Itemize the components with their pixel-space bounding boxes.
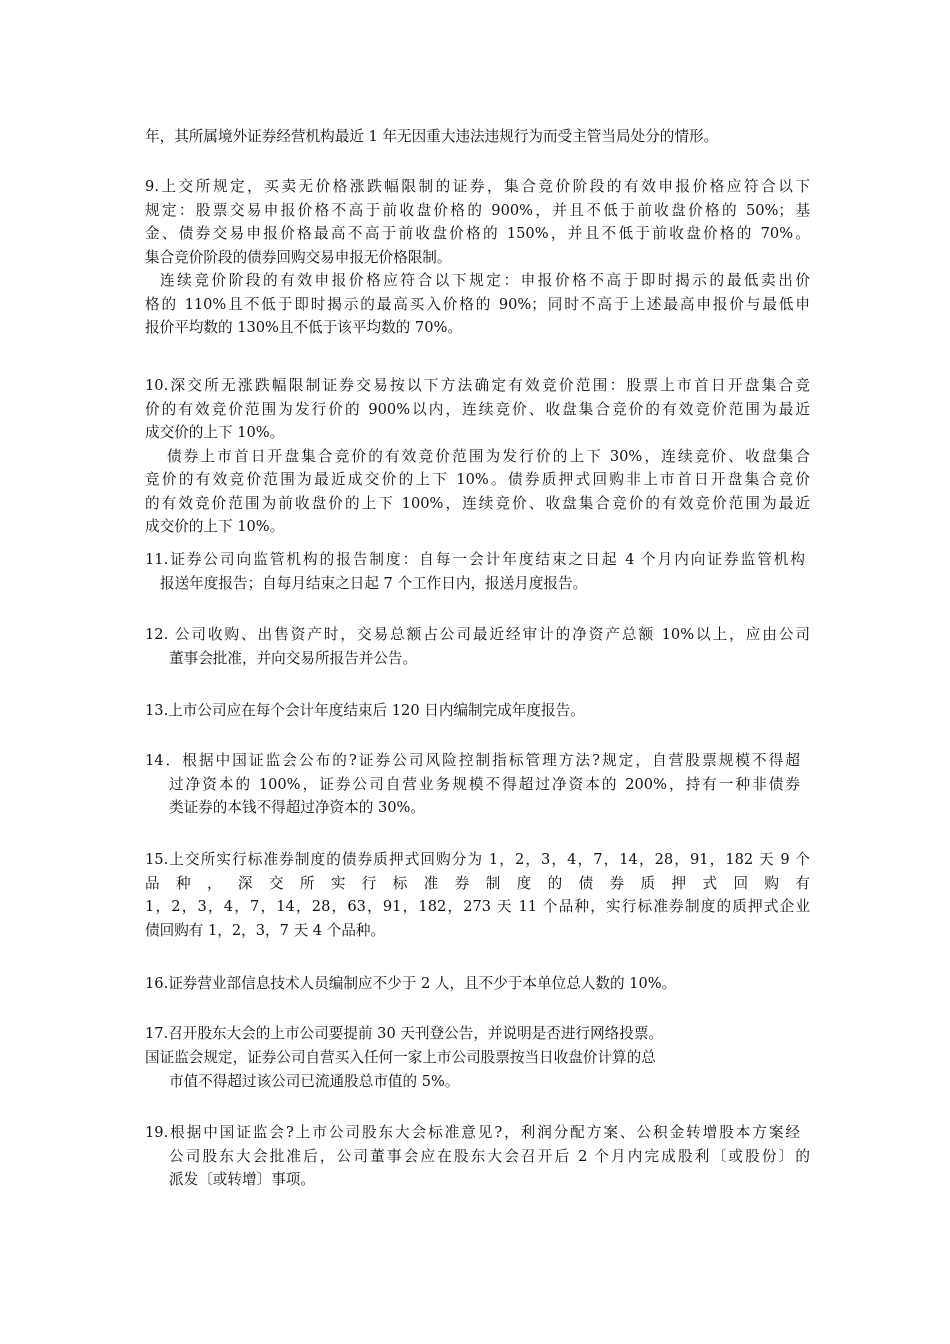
text-line: 债回购有 1，2，3，7 天 4 个品种。	[145, 921, 386, 939]
text-line: 1，2，3，4，7，14，28，63，91，182，273 天 11 个品种，实行标准券制度的质押式企业	[145, 898, 810, 915]
text-line: 成交价的上下 10%。	[145, 424, 285, 441]
text-line: 价的有效竞价范围为发行价的 900%以内，连续竞价、收盘集合竞价的有效竞价范围为最近	[145, 400, 810, 418]
paragraph-continuation	[145, 125, 810, 149]
text-line: 规定：股票交易申报价格不高于前收盘价格的 900%，并且不低于前收盘价格的 50%；基	[145, 201, 810, 219]
paragraph-item-14	[145, 749, 810, 820]
paragraph-item-15	[145, 848, 810, 942]
text-line: 公司股东大会批准后，公司董事会应在股东大会召开后 2 个月内完成股利〔或股份〕的	[169, 1147, 810, 1165]
text-line: 类证券的本钱不得超过净资本的 30%。	[169, 799, 425, 816]
text-line: 董事会批准，并向交易所报告并公告。	[169, 649, 418, 667]
text-line: 连续竞价阶段的有效申报价格应符合以下规定：申报价格不高于即时揭示的最低卖出价	[160, 272, 810, 289]
text-line: 金、债券交易申报价格最高不高于前收盘价格的 150%，并且不低于前收盘价格的 70%。	[145, 225, 810, 242]
text-line: 报价平均数的 130%且不低于该平均数的 70%。	[145, 319, 462, 336]
paragraph-item-10	[145, 374, 810, 539]
text-line: 派发〔或转增〕事项。	[169, 1171, 315, 1188]
text-line: 报送年度报告；自每月结束之日起 7 个工作日内，报送月度报告。	[160, 574, 588, 592]
text-line: 过净资本的 100%，证券公司自营业务规模不得超过净资本的 200%，持有一种非债券	[169, 775, 800, 793]
text-line: 的有效竞价范围为前收盘价的上下 100%，连续竞价、收盘集合竞价的有效竞价范围为最近	[145, 494, 810, 512]
text-line: 19.根据中国证监会?上市公司股东大会标准意见?，利润分配方案、公积金转增股本方案经	[145, 1124, 800, 1141]
paragraph-item-13	[145, 699, 810, 723]
paragraph-item-12	[145, 623, 810, 670]
text-line: 成交价的上下 10%。	[145, 518, 285, 535]
text-line: 11.证券公司向监管机构的报告制度：自每一会计年度结束之日起 4 个月内向证券监管机构	[145, 551, 805, 568]
text-line: 16.证券营业部信息技术人员编制应不少于 2 人，且不少于本单位总人数的 10%。	[145, 975, 677, 992]
text-line: 品 种 ， 深 交 所 实 行 标 准 券 制 度 的 债 券 质 押 式 回 购 有	[145, 874, 810, 892]
text-line: 债券上市首日开盘集合竞价的有效竞价范围为发行价的上下 30%，连续竞价、收盘集合	[167, 447, 810, 465]
text-line: 13.上市公司应在每个会计年度结束后 120 日内编制完成年度报告。	[145, 702, 585, 719]
text-line: 14．根据中国证监会公布的?证券公司风险控制指标管理方法?规定，自营股票规模不得超	[145, 752, 800, 769]
text-line: 竞价的有效竞价范围为最近成交价的上下 10%。债券质押式回购非上市首日开盘集合竞价	[145, 471, 810, 488]
text-line: 国证监会规定，证券公司自营买入任何一家上市公司股票按当日收盘价计算的总	[145, 1049, 656, 1066]
paragraph-item-11	[145, 548, 810, 595]
paragraph-item-18	[145, 1046, 810, 1093]
text-line: 格的 110%且不低于即时揭示的最高买入价格的 90%；同时不高于上述最高申报价与最低申	[145, 295, 810, 313]
text-line: 15.上交所实行标准券制度的债券质押式回购分为 1，2，3，4，7，14，28，91，182 天 9 个	[145, 851, 810, 868]
paragraph-item-16	[145, 972, 810, 996]
text-line: 年，其所属境外证券经营机构最近 1 年无因重大违法违规行为而受主管当局处分的情形。	[145, 128, 719, 145]
text-line: 集合竞价阶段的债券回购交易申报无价格限制。	[145, 248, 452, 266]
text-line: 17.召开股东大会的上市公司要提前 30 天刊登公告，并说明是否进行网络投票。	[145, 1025, 664, 1042]
text-line: 10.深交所无涨跌幅限制证券交易按以下方法确定有效竞价范围：股票上市首日开盘集合竞	[145, 377, 810, 394]
paragraph-item-17	[145, 1022, 810, 1046]
paragraph-item-19	[145, 1121, 810, 1192]
text-line: 市值不得超过该公司已流通股总市值的 5%。	[169, 1072, 460, 1090]
text-line: 9.上交所规定，买卖无价格涨跌幅限制的证券，集合竞价阶段的有效申报价格应符合以下	[145, 178, 810, 195]
text-line: 12. 公司收购、出售资产时，交易总额占公司最近经审计的净资产总额 10%以上，应由公司	[145, 626, 810, 643]
paragraph-item-9	[145, 175, 810, 340]
